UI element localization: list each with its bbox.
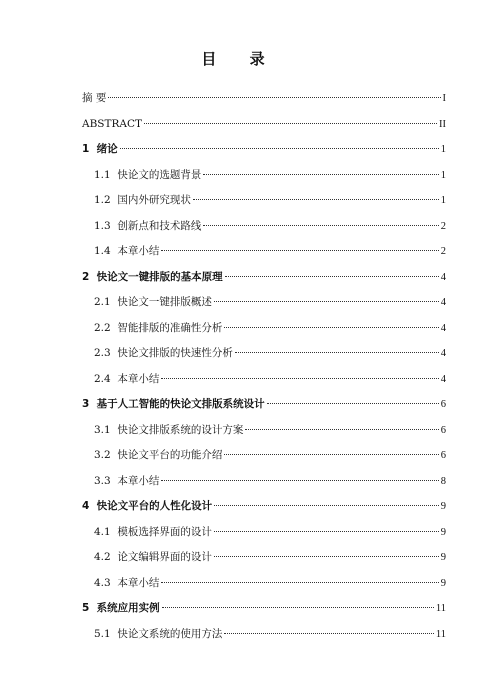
toc-entry-number: 1.2: [94, 194, 118, 206]
toc-entry-number: 3.1: [94, 423, 118, 436]
toc-entry-number: 4: [82, 500, 97, 512]
toc-leader-dots: [162, 607, 434, 608]
toc-entry-page: 4: [440, 271, 446, 283]
toc-entry[interactable]: [82, 86, 446, 112]
toc-entry[interactable]: [82, 112, 446, 138]
toc-entry[interactable]: [82, 418, 446, 444]
toc-entry-number: 4.1: [94, 525, 118, 538]
toc-leader-dots: [161, 582, 438, 583]
toc-entry-label: 本章小结: [117, 576, 160, 589]
toc-entry-label: 智能排版的准确性分析: [117, 321, 223, 334]
toc-entry-label: 快论文一键排版概述: [117, 296, 212, 308]
toc-entry-number: 5.1: [94, 627, 118, 640]
toc-entry-page: 1: [440, 144, 446, 155]
toc-entry-page: I: [442, 93, 446, 104]
toc-entry[interactable]: [82, 571, 446, 597]
toc-entry-page: 2: [440, 246, 446, 257]
toc-leader-dots: [267, 403, 439, 404]
toc-leader-dots: [161, 378, 438, 379]
toc-entry[interactable]: [82, 545, 446, 571]
toc-leader-dots: [193, 199, 439, 200]
toc-entry[interactable]: [82, 596, 446, 622]
toc-leader-dots: [225, 276, 439, 277]
toc-leader-dots: [214, 531, 439, 532]
toc-leader-dots: [214, 556, 439, 557]
toc-entry-label: 模板选择界面的设计: [117, 525, 212, 538]
page-title: 目 录: [201, 50, 279, 68]
toc-entry-label: 本章小结: [117, 245, 160, 257]
toc-leader-dots: [108, 97, 440, 98]
toc-entry-page: 6: [440, 424, 446, 436]
toc-entry-page: 6: [440, 399, 446, 410]
toc-entry-number: 5: [82, 602, 97, 614]
toc-entry[interactable]: [82, 494, 446, 520]
toc-entry-label: 快论文一键排版的基本原理: [96, 270, 223, 283]
toc-entry[interactable]: [82, 290, 446, 316]
toc-entry-label: 创新点和技术路线: [117, 219, 202, 232]
toc-entry-number: 1.3: [94, 219, 118, 232]
toc-entry-number: 4.2: [94, 551, 118, 563]
toc-leader-dots: [120, 148, 439, 149]
toc-leader-dots: [203, 174, 438, 175]
toc-leader-dots: [161, 250, 438, 251]
toc-entry-page: 1: [440, 169, 446, 181]
toc-leader-dots: [224, 327, 438, 328]
toc-entry-label: 绪论: [96, 143, 118, 155]
toc-entry-label: ABSTRACT: [82, 117, 143, 130]
toc-entry-number: 1: [82, 143, 97, 155]
toc-entry-label: 本章小结: [117, 474, 160, 487]
toc-entry-page: 2: [440, 220, 446, 232]
toc-leader-dots: [224, 633, 434, 634]
toc-entry-number: 2.2: [94, 321, 118, 334]
toc-entry[interactable]: [82, 214, 446, 240]
toc-entry-number: 1.4: [94, 245, 118, 257]
toc-entry-page: 4: [440, 297, 446, 308]
toc-entry-page: 8: [440, 475, 446, 487]
toc-entry-label: 快论文排版的快速性分析: [117, 347, 233, 359]
toc-entry-number: 2.1: [94, 296, 118, 308]
toc-entry-label: 快论文平台的功能介绍: [117, 449, 223, 461]
toc-entry[interactable]: [82, 163, 446, 189]
toc-entry-page: 11: [435, 603, 446, 614]
toc-entry-label: 本章小结: [117, 372, 160, 385]
toc-entry-page: 9: [440, 577, 446, 589]
toc-entry[interactable]: [82, 341, 446, 367]
toc-leader-dots: [214, 301, 439, 302]
toc-leader-dots: [203, 225, 438, 226]
table-of-contents: [82, 86, 446, 647]
toc-entry[interactable]: [82, 520, 446, 546]
toc-entry-number: 3.3: [94, 474, 118, 487]
toc-entry-label: 摘 要: [82, 92, 107, 104]
toc-entry-label: 论文编辑界面的设计: [117, 551, 212, 563]
toc-entry-number: 2.4: [94, 372, 118, 385]
toc-leader-dots: [161, 480, 438, 481]
toc-entry-number: 1.1: [94, 168, 118, 181]
toc-leader-dots: [235, 352, 439, 353]
toc-entry[interactable]: [82, 392, 446, 418]
toc-entry-page: 4: [440, 348, 446, 359]
toc-entry[interactable]: [82, 469, 446, 495]
toc-entry-page: 9: [440, 552, 446, 563]
toc-leader-dots: [245, 429, 438, 430]
toc-entry[interactable]: [82, 239, 446, 265]
toc-entry[interactable]: [82, 367, 446, 393]
toc-entry-number: 3.2: [94, 449, 118, 461]
toc-entry-label: 快论文的选题背景: [117, 168, 202, 181]
toc-entry-number: 2.3: [94, 347, 118, 359]
toc-leader-dots: [144, 123, 437, 124]
toc-entry-page: 9: [440, 501, 446, 512]
toc-entry-number: 4.3: [94, 576, 118, 589]
toc-entry[interactable]: [82, 188, 446, 214]
toc-leader-dots: [214, 505, 439, 506]
toc-entry-label: 系统应用实例: [96, 602, 160, 614]
toc-entry-page: 4: [440, 322, 446, 334]
toc-leader-dots: [224, 454, 438, 455]
toc-entry-page: 4: [440, 373, 446, 385]
toc-entry-page: II: [439, 118, 446, 130]
toc-entry-label: 基于人工智能的快论文排版系统设计: [96, 398, 265, 410]
toc-entry-page: 1: [440, 195, 446, 206]
toc-entry-number: 2: [82, 270, 97, 283]
toc-entry[interactable]: [82, 265, 446, 291]
toc-entry-label: 国内外研究现状: [117, 194, 191, 206]
toc-entry[interactable]: [82, 443, 446, 469]
toc-entry-label: 快论文平台的人性化设计: [96, 500, 213, 512]
toc-entry[interactable]: [82, 622, 446, 648]
toc-entry-page: 11: [435, 628, 446, 640]
toc-entry-label: 快论文系统的使用方法: [117, 627, 223, 640]
toc-entry-label: 快论文排版系统的设计方案: [117, 423, 244, 436]
toc-entry[interactable]: [82, 316, 446, 342]
toc-entry-page: 6: [440, 450, 446, 461]
toc-entry-number: 3: [82, 398, 97, 410]
toc-entry[interactable]: [82, 137, 446, 163]
toc-entry-page: 9: [440, 526, 446, 538]
